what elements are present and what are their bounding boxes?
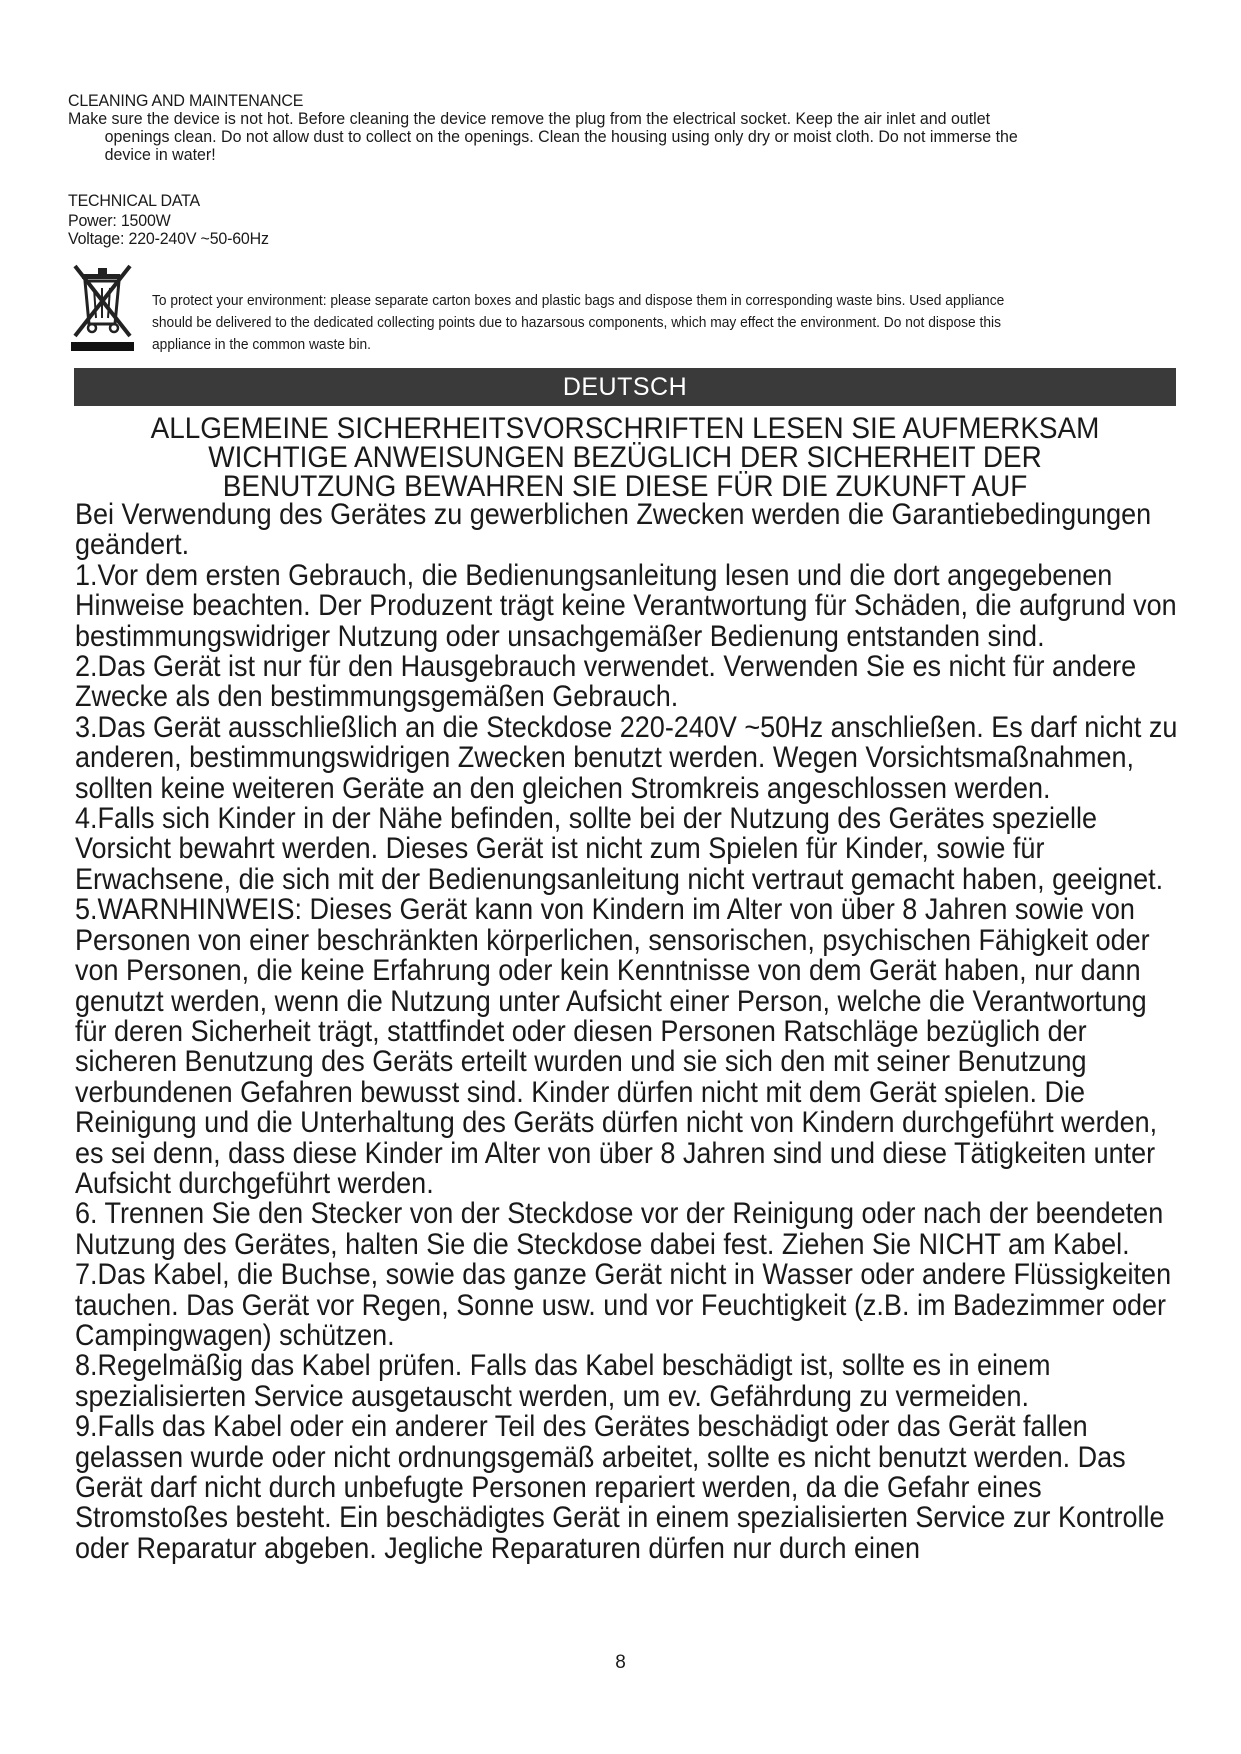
cleaning-line-1: Make sure the device is not hot. Before cleaning the device remove the plug from the electrical socket. Keep the air inlet and outlet — [68, 109, 991, 128]
instruction-3: 3.Das Gerät ausschließlich an die Steckdose 220-240V ~50Hz anschließen. Es darf nicht zu anderen, bestimmungswidrigen Zwecken benutzt werden. Wegen Vorsichtsmaßnahmen, sollten keine weiteren Geräte an den gleichen Stromkreis angeschlossen werden. — [75, 710, 1178, 805]
instruction-5: 5.WARNHINWEIS: Dieses Gerät kann von Kindern im Alter von über 8 Jahren sowie von Personen von einer beschränkten körperlichen, sensorischen, psychischen Fähigkeit oder von Personen, die keine Erfahrung oder kein Kenntnisse von dem Gerät haben, nur dann genutzt werden, wenn die Nutzung unter Aufsicht einer Person, welche die Verantwortung für deren Sicherheit trägt, stattfindet oder diesen Personen Ratschläge bezüglich der sicheren Benutzung des Geräts erteilt wurden und sie sich den mit seiner Benutzung verbundenen Gefahren bewusst sind. Kinder dürfen nicht mit dem Gerät spielen. Die Reinigung und die Unterhaltung des Geräts dürfen nicht von Kindern durchgeführt werden, es sei denn, dass diese Kinder im Alter von über 8 Jahren sind und diese Tätigkeiten unter Aufsicht durchgeführt werden. — [75, 893, 1158, 1200]
technical-data-power: Power: 1500W — [68, 211, 171, 230]
instruction-2: 2.Das Gerät ist nur für den Hausgebrauch verwendet. Verwenden Sie es nicht für andere Zwecke als den bestimmungsgemäßen Gebrauch. — [75, 650, 1137, 714]
instruction-4: 4.Falls sich Kinder in der Nähe befinden, sollte bei der Nutzung des Gerätes spezielle Vorsicht bewahrt werden. Dieses Gerät ist nicht zum Spielen für Kinder, sowie für Erwachsene, die sich mit der Bedienungsanleitung nicht vertraut gemacht haben, geeignet. — [75, 802, 1164, 896]
cleaning-line-2: openings clean. Do not allow dust to collect on the openings. Clean the housing using only dry or moist cloth. Do not immerse the — [104, 127, 1018, 146]
intro-paragraph: Bei Verwendung des Gerätes zu gewerblichen Zwecken werden die Garantiebedingungen geändert. — [75, 498, 1152, 562]
instruction-9: 9.Falls das Kabel oder ein anderer Teil des Gerätes beschädigt oder das Gerät fallen gelassen wurde oder nicht ordnungsgemäß arbeitet, sollte es nicht benutzt werden. Das Gerät darf nicht durch unbefugte Personen repariert werden, da die Gefahr eines Stromstoßes besteht. Ein beschädigtes Gerät in einem spezialisierten Service zur Kontrolle oder Reparatur abgeben. Jegliche Reparaturen dürfen nur durch einen — [75, 1410, 1165, 1565]
safety-title: ALLGEMEINE SICHERHEITSVORSCHRIFTEN LESEN SIE AUFMERKSAM WICHTIGE ANWEISUNGEN BEZÜGLICH DER SICHERHEIT DER BENUTZUNG BEWAHREN SIE DIESE FÜR DIE ZUKUNFT AUF — [150, 412, 1100, 503]
technical-data-heading: TECHNICAL DATA — [68, 191, 201, 210]
cleaning-line-3: device in water! — [104, 145, 216, 164]
language-label: DEUTSCH — [562, 372, 688, 401]
instruction-7: 7.Das Kabel, die Buchse, sowie das ganze Gerät nicht in Wasser oder andere Flüssigkeiten tauchen. Das Gerät vor Regen, Sonne usw. und vor Feuchtigkeit (z.B. im Badezimmer oder Campingwagen) schützen. — [75, 1258, 1172, 1352]
page-number: 8 — [615, 1652, 626, 1673]
crossed-out-wheelie-bin-icon — [70, 262, 136, 352]
instruction-1: 1.Vor dem ersten Gebrauch, die Bedienungsanleitung lesen und die dort angegebenen Hinweise beachten. Der Produzent trägt keine Verantwortung für Schäden, die aufgrund von bestimmungswidriger Nutzung oder unsachgemäßer Bedienung entstanden sind. — [75, 558, 1177, 653]
instruction-6: 6. Trennen Sie den Stecker von der Steckdose vor der Reinigung oder nach der beendeten Nutzung des Gerätes, halten Sie die Steckdose dabei fest. Ziehen Sie NICHT am Kabel. — [75, 1197, 1164, 1261]
technical-data-voltage: Voltage: 220-240V ~50-60Hz — [68, 229, 269, 248]
environment-notice — [70, 262, 1170, 354]
environment-line-2: should be delivered to the dedicated collecting points due to hazarsous components, which may effect the environment. Do not dispose this — [152, 315, 1001, 331]
environment-line-3: appliance in the common waste bin. — [152, 337, 372, 353]
safety-instructions — [75, 500, 1182, 1564]
instruction-8: 8.Regelmäßig das Kabel prüfen. Falls das Kabel beschädigt ist, sollte es in einem spezialisierten Service ausgetauscht werden, um ev. Gefährdung zu vermeiden. — [75, 1349, 1051, 1413]
cleaning-text — [68, 110, 1093, 164]
cleaning-heading: CLEANING AND MAINTENANCE — [68, 91, 304, 110]
language-section-bar — [74, 368, 1176, 406]
environment-text — [152, 290, 1112, 356]
environment-line-1: To protect your environment: please separate carton boxes and plastic bags and dispose them in corresponding waste bins. Used appliance — [152, 293, 1005, 309]
